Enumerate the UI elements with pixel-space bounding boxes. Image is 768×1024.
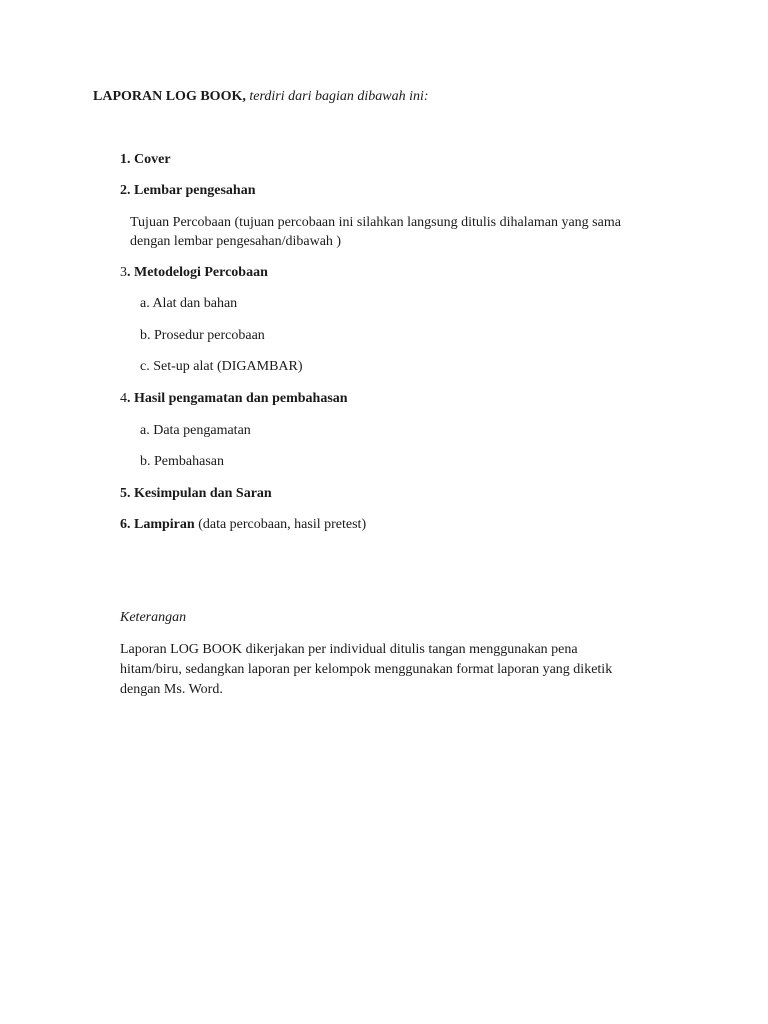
metodelogi-number: 3	[120, 265, 127, 280]
keterangan-line-2: hitam/biru, sedangkan laporan per kelompok menggunakan format laporan yang diketik	[120, 662, 613, 677]
lampiran-label: 6. Lampiran	[120, 517, 195, 532]
metodelogi-label: . Metodelogi Percobaan	[127, 265, 268, 280]
subitem-alat-bahan: a. Alat dan bahan	[140, 296, 238, 311]
item-lampiran	[120, 516, 366, 534]
item-hasil-pengamatan	[120, 390, 348, 408]
keterangan-line-1: Laporan LOG BOOK dikerjakan per individual ditulis tangan menggunakan pena	[120, 642, 578, 657]
item-lembar-pengesahan: 2. Lembar pengesahan	[120, 183, 256, 198]
heading-subtitle: terdiri dari bagian dibawah ini:	[245, 89, 429, 104]
item-metodelogi	[120, 264, 268, 282]
item-kesimpulan: 5. Kesimpulan dan Saran	[120, 486, 272, 501]
item-cover: 1. Cover	[120, 152, 171, 167]
heading-title: LAPORAN LOG BOOK,	[93, 89, 246, 104]
keterangan-label: Keterangan	[120, 610, 187, 625]
subitem-data-pengamatan: a. Data pengamatan	[140, 423, 251, 438]
lampiran-detail: (data percobaan, hasil pretest)	[194, 517, 367, 532]
hasil-number: 4	[120, 391, 127, 406]
tujuan-line-1: Tujuan Percobaan (tujuan percobaan ini silahkan langsung ditulis dihalaman yang sama	[130, 215, 621, 230]
subitem-prosedur: b. Prosedur percobaan	[140, 328, 265, 343]
document-heading	[93, 88, 429, 106]
hasil-label: . Hasil pengamatan dan pembahasan	[127, 391, 348, 406]
subitem-setup-alat: c. Set-up alat (DIGAMBAR)	[140, 359, 303, 374]
keterangan-line-3: dengan Ms. Word.	[120, 682, 223, 697]
tujuan-line-2: dengan lembar pengesahan/dibawah )	[130, 234, 342, 249]
subitem-pembahasan: b. Pembahasan	[140, 454, 224, 469]
